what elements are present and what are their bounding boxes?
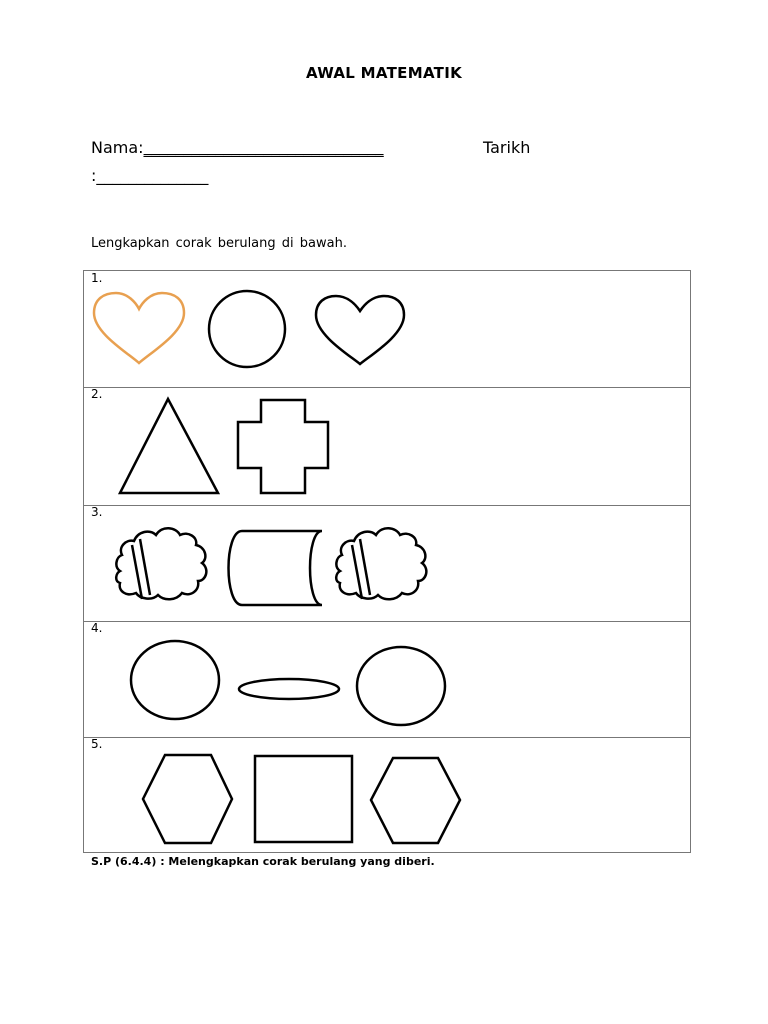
name-label: Nama: — [91, 138, 144, 157]
triangle-shape — [120, 399, 218, 493]
row-2-shapes — [84, 387, 690, 505]
row-4-shapes — [84, 621, 690, 737]
pattern-row-3 — [84, 505, 690, 622]
circle-shape — [131, 641, 219, 719]
worksheet-title: AWAL MATEMATIK — [305, 64, 463, 82]
row-3-shapes — [84, 505, 690, 621]
instruction-text: Lengkapkan corak berulang di bawah. — [91, 236, 347, 251]
square-shape — [255, 756, 352, 842]
name-blank: ______________________________ — [143, 138, 384, 157]
circle-shape — [357, 647, 445, 725]
date-blank: :______________ — [91, 166, 209, 185]
cloud-shape — [116, 528, 206, 599]
row-1-shapes — [84, 271, 690, 387]
row-number: 2. — [91, 387, 103, 401]
footer-standard-text: S.P (6.4.4) : Melengkapkan corak berulang yang diberi. — [91, 855, 435, 868]
row-number: 4. — [91, 621, 103, 635]
cloud-shape — [336, 528, 426, 599]
pattern-row-2 — [84, 387, 690, 506]
pattern-row-5 — [84, 737, 690, 853]
hexagon-shape — [143, 755, 232, 843]
row-number: 3. — [91, 505, 103, 519]
hexagon-shape — [371, 758, 460, 843]
pattern-row-4 — [84, 621, 690, 738]
row-5-shapes — [84, 737, 690, 853]
name-field — [91, 138, 384, 157]
row-number: 5. — [91, 737, 103, 751]
date-label: Tarikh — [483, 138, 531, 157]
flat-ellipse-shape — [239, 679, 339, 699]
circle-shape — [209, 291, 285, 367]
cylinder-shape — [229, 531, 323, 605]
row-number: 1. — [91, 271, 103, 285]
heart-shape-orange — [94, 293, 184, 363]
pattern-table — [83, 270, 691, 853]
cross-shape — [238, 400, 328, 493]
pattern-row-1 — [84, 271, 690, 388]
heart-shape — [316, 296, 404, 364]
